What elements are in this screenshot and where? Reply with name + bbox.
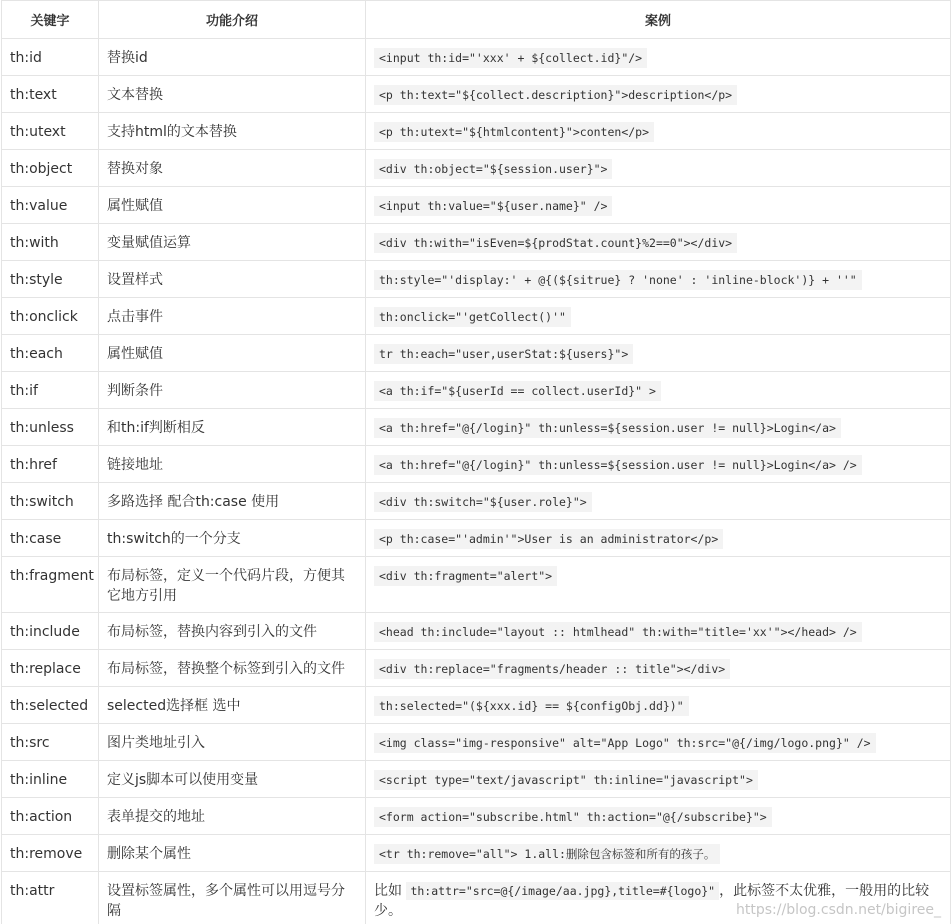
example-code: tr th:each="user,userStat:${users}"> xyxy=(374,344,633,364)
example-code: <input th:id="'xxx' + ${collect.id}"/> xyxy=(374,48,647,68)
example-code: <head th:include="layout :: htmlhead" th:with="title='xx'"></head> /> xyxy=(374,622,862,642)
example-code: <input th:value="${user.name}" /> xyxy=(374,196,612,216)
table-row xyxy=(2,835,951,872)
cell-description: 图片类地址引入 xyxy=(99,724,366,761)
cell-example xyxy=(366,872,951,924)
table-row xyxy=(2,687,951,724)
table-row xyxy=(2,650,951,687)
header-keyword: 关键字 xyxy=(2,1,99,39)
cell-description: 属性赋值 xyxy=(99,187,366,224)
cell-keyword: th:attr xyxy=(2,872,99,924)
cell-example xyxy=(366,446,951,483)
example-code: <p th:utext="${htmlcontent}">conten</p> xyxy=(374,122,654,142)
cell-example xyxy=(366,335,951,372)
example-code: <p th:text="${collect.description}">description</p> xyxy=(374,85,737,105)
table-row xyxy=(2,613,951,650)
cell-keyword: th:with xyxy=(2,224,99,261)
cell-description: 变量赋值运算 xyxy=(99,224,366,261)
cell-keyword: th:unless xyxy=(2,409,99,446)
table-row xyxy=(2,557,951,613)
cell-keyword: th:remove xyxy=(2,835,99,872)
cell-keyword: th:replace xyxy=(2,650,99,687)
cell-description: 设置样式 xyxy=(99,261,366,298)
table-row xyxy=(2,372,951,409)
cell-description: 判断条件 xyxy=(99,372,366,409)
example-code: <div th:with="isEven=${prodStat.count}%2==0"></div> xyxy=(374,233,737,253)
table-row xyxy=(2,187,951,224)
table-row xyxy=(2,446,951,483)
cell-description: 布局标签，定义一个代码片段，方便其它地方引用 xyxy=(99,557,366,613)
cell-description: 表单提交的地址 xyxy=(99,798,366,835)
cell-keyword: th:selected xyxy=(2,687,99,724)
cell-keyword: th:if xyxy=(2,372,99,409)
cell-keyword: th:id xyxy=(2,39,99,76)
cell-example xyxy=(366,520,951,557)
table-header-row xyxy=(2,1,951,39)
cell-description: 布局标签，替换内容到引入的文件 xyxy=(99,613,366,650)
thymeleaf-attributes-table xyxy=(1,0,951,924)
header-description: 功能介绍 xyxy=(99,1,366,39)
watermark: https://blog.csdn.net/bigiree_ xyxy=(736,902,941,918)
cell-example xyxy=(366,261,951,298)
example-code: th:onclick="'getCollect()'" xyxy=(374,307,571,327)
cell-description: th:switch的一个分支 xyxy=(99,520,366,557)
cell-keyword: th:inline xyxy=(2,761,99,798)
example-code: <p th:case="'admin'">User is an administrator</p> xyxy=(374,529,723,549)
cell-keyword: th:href xyxy=(2,446,99,483)
cell-example xyxy=(366,798,951,835)
example-code: th:attr="src=@{/image/aa.jpg},title=#{logo}" xyxy=(406,882,719,900)
cell-keyword: th:text xyxy=(2,76,99,113)
example-code: <a th:if="${userId == collect.userId}" > xyxy=(374,381,661,401)
example-code: <div th:replace="fragments/header :: title"></div> xyxy=(374,659,730,679)
table-row-attr xyxy=(2,872,951,924)
cell-example xyxy=(366,409,951,446)
example-code: <div th:switch="${user.role}"> xyxy=(374,492,592,512)
cell-keyword: th:switch xyxy=(2,483,99,520)
cell-example xyxy=(366,761,951,798)
cell-description: 属性赋值 xyxy=(99,335,366,372)
cell-description: 和th:if判断相反 xyxy=(99,409,366,446)
cell-description: 支持html的文本替换 xyxy=(99,113,366,150)
cell-example xyxy=(366,687,951,724)
cell-description: 替换id xyxy=(99,39,366,76)
cell-description: 文本替换 xyxy=(99,76,366,113)
cell-example xyxy=(366,76,951,113)
cell-example xyxy=(366,835,951,872)
cell-keyword: th:value xyxy=(2,187,99,224)
table-row xyxy=(2,113,951,150)
table-row xyxy=(2,335,951,372)
example-code: <img class="img-responsive" alt="App Logo" th:src="@{/img/logo.png}" /> xyxy=(374,733,876,753)
cell-description: 点击事件 xyxy=(99,298,366,335)
example-code: <div th:object="${session.user}"> xyxy=(374,159,612,179)
cell-example xyxy=(366,613,951,650)
table-row xyxy=(2,520,951,557)
cell-keyword: th:fragment xyxy=(2,557,99,613)
cell-keyword: th:action xyxy=(2,798,99,835)
table-row xyxy=(2,724,951,761)
cell-example xyxy=(366,298,951,335)
cell-example xyxy=(366,483,951,520)
cell-description: 删除某个属性 xyxy=(99,835,366,872)
cell-example xyxy=(366,724,951,761)
cell-example xyxy=(366,113,951,150)
cell-description: 布局标签，替换整个标签到引入的文件 xyxy=(99,650,366,687)
example-prefix: 比如 xyxy=(374,883,407,899)
table-row xyxy=(2,224,951,261)
cell-example xyxy=(366,224,951,261)
table-row xyxy=(2,76,951,113)
table-row xyxy=(2,150,951,187)
cell-description: 多路选择 配合th:case 使用 xyxy=(99,483,366,520)
cell-example xyxy=(366,187,951,224)
cell-description: 替换对象 xyxy=(99,150,366,187)
cell-keyword: th:include xyxy=(2,613,99,650)
cell-example xyxy=(366,650,951,687)
table-body xyxy=(2,39,951,924)
example-code: <tr th:remove="all"> 1.all:删除包含标签和所有的孩子。 xyxy=(374,844,720,864)
table-row xyxy=(2,39,951,76)
cell-description: 设置标签属性，多个属性可以用逗号分隔 xyxy=(99,872,366,924)
cell-example xyxy=(366,557,951,613)
table-row xyxy=(2,298,951,335)
example-code: <script type="text/javascript" th:inline="javascript"> xyxy=(374,770,758,790)
cell-keyword: th:utext xyxy=(2,113,99,150)
example-code: th:selected="(${xxx.id} == ${configObj.dd})" xyxy=(374,696,689,716)
cell-keyword: th:src xyxy=(2,724,99,761)
cell-description: 链接地址 xyxy=(99,446,366,483)
header-example: 案例 xyxy=(366,1,951,39)
example-code: <div th:fragment="alert"> xyxy=(374,566,557,586)
example-code: <form action="subscribe.html" th:action="@{/subscribe}"> xyxy=(374,807,772,827)
table-row xyxy=(2,261,951,298)
cell-description: 定义js脚本可以使用变量 xyxy=(99,761,366,798)
cell-keyword: th:each xyxy=(2,335,99,372)
table-row xyxy=(2,483,951,520)
cell-keyword: th:case xyxy=(2,520,99,557)
cell-keyword: th:object xyxy=(2,150,99,187)
table-row xyxy=(2,409,951,446)
cell-example xyxy=(366,150,951,187)
cell-keyword: th:style xyxy=(2,261,99,298)
example-code: th:style="'display:' + @{(${sitrue} ? 'none' : 'inline-block')} + ''" xyxy=(374,270,862,290)
table-row xyxy=(2,761,951,798)
cell-example xyxy=(366,39,951,76)
example-suffix: ，此标签不太优雅，一般用的比较少。 xyxy=(374,883,930,919)
table-row xyxy=(2,798,951,835)
cell-example xyxy=(366,372,951,409)
cell-description: selected选择框 选中 xyxy=(99,687,366,724)
cell-keyword: th:onclick xyxy=(2,298,99,335)
example-code: <a th:href="@{/login}" th:unless=${session.user != null}>Login</a> xyxy=(374,418,841,438)
example-code: <a th:href="@{/login}" th:unless=${session.user != null}>Login</a> /> xyxy=(374,455,862,475)
